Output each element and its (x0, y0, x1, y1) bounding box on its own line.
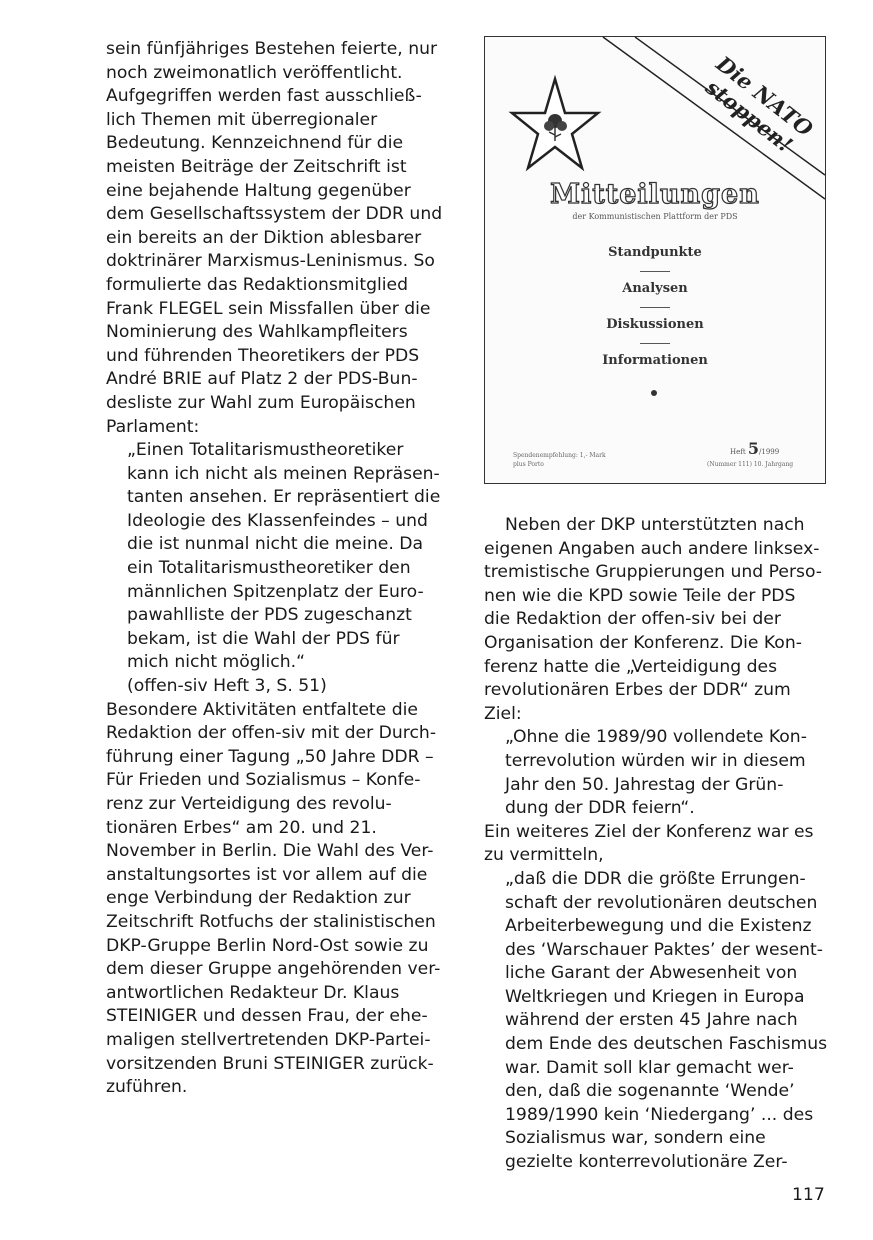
quote-line: dem Ende des deutschen Faschismus (505, 1034, 828, 1055)
text-line: meisten Beiträge der Zeitschrift ist (106, 156, 407, 177)
block-quote-ddr (484, 868, 829, 1175)
cover-issue-prefix: Heft (730, 448, 746, 456)
quote-line: Weltkriegen und Kriegen in Europa (505, 986, 805, 1007)
text-line: zuführen. (106, 1077, 188, 1098)
text-line: enge Verbindung der Redaktion zur (106, 888, 411, 909)
paragraph-goal (484, 821, 829, 868)
cover-title: Mitteilungen (550, 179, 760, 210)
text-line: Neben der DKP unterstützten nach (505, 515, 805, 535)
block-quote-counterrevolution (484, 726, 829, 820)
quote-line: 1989/1990 kein ‘Niedergang’ ... des (505, 1104, 814, 1125)
text-line: Organisation der Konferenz. Die Kon- (484, 632, 802, 653)
cover-price-line: Spendenempfehlung: 1,- Mark (513, 452, 606, 459)
text-line: antwortlichen Redakteur Dr. Klaus (106, 982, 400, 1003)
text-line: Frank FLEGEL sein Missfallen über die (106, 298, 431, 319)
cover-price-line: plus Porto (513, 461, 544, 468)
text-line: tionären Erbes“ am 20. und 21. (106, 817, 377, 838)
text-line: noch zweimonatlich veröffentlicht. (106, 62, 403, 83)
text-line: anstaltungsortes ist vor allem auf die (106, 864, 428, 885)
quote-line: kann ich nicht als meinen Repräsen- (127, 463, 440, 484)
text-line: Besondere Aktivitäten entfaltete die (106, 699, 418, 720)
text-line: Nominierung des Wahlkampfleiters (106, 322, 408, 343)
cover-divider (640, 343, 670, 344)
paragraph-conference (106, 699, 451, 1100)
text-line: ferenz hatte die „Verteidigung des (484, 656, 778, 677)
text-line: revolutionären Erbes der DDR“ zum (484, 680, 791, 701)
cover-issue-number: 5 (747, 439, 760, 458)
text-line: Aufgegriffen werden fast ausschließ- (106, 86, 422, 107)
text-line: eigenen Angaben auch andere linksex- (484, 538, 820, 559)
text-line: Für Frieden und Sozialismus – Konfe- (106, 770, 421, 791)
text-line: nen wie die KPD sowie Teile der PDS (484, 585, 796, 606)
text-line: STEINIGER und dessen Frau, der ehe- (106, 1006, 428, 1027)
quote-line: liche Garant der Abwesenheit von (505, 963, 798, 984)
quote-line: war. Damit soll klar gemacht wer- (505, 1057, 794, 1078)
cover-item-standpunkte: Standpunkte (608, 245, 702, 260)
text-line: dem dieser Gruppe angehörenden ver- (106, 959, 441, 980)
paragraph-intro (106, 38, 451, 439)
cover-item-diskussionen: Diskussionen (606, 317, 704, 332)
quote-line: Sozialismus war, sondern eine (505, 1128, 766, 1149)
right-column (484, 514, 829, 1175)
quote-line: bekam, ist die Wahl der PDS für (127, 628, 400, 649)
cover-issue-detail: (Nummer 111) 10. Jahrgang (707, 461, 794, 468)
quote-line: ein Totalitarismustheoretiker den (127, 558, 411, 579)
block-quote-flegel (106, 439, 451, 699)
text-line: DKP-Gruppe Berlin Nord-Ost sowie zu (106, 935, 429, 956)
quote-line: den, daß die sogenannte ‘Wende’ (505, 1081, 795, 1102)
cover-item-analysen: Analysen (622, 281, 688, 296)
cover-divider (640, 271, 670, 272)
text-line: André BRIE auf Platz 2 der PDS-Bun- (106, 369, 418, 390)
quote-line: männlichen Spitzenplatz der Euro- (127, 581, 424, 602)
text-line: dem Gesellschaftssystem der DDR und (106, 204, 443, 225)
text-line: die Redaktion der offen-siv bei der (484, 609, 781, 630)
text-line: maligen stellvertretenden DKP-Partei- (106, 1029, 431, 1050)
paragraph-supporters (484, 514, 829, 726)
text-line: renz zur Verteidigung des revolu- (106, 794, 392, 814)
left-column (106, 38, 451, 1100)
quote-line: „Einen Totalitarismustheoretiker (127, 440, 404, 461)
text-line: führung einer Tagung „50 Jahre DDR – (106, 746, 434, 767)
text-line: Ziel: (484, 703, 522, 724)
cover-banner-text: Die NATO stoppen! (701, 50, 818, 158)
quote-line: Arbeiterbewegung und die Existenz (505, 916, 812, 937)
text-line: und führenden Theoretikers der PDS (106, 345, 420, 366)
quote-line: die ist nunmal nicht die meine. Da (127, 534, 424, 555)
quote-line: „daß die DDR die größte Errungen- (505, 868, 806, 889)
quote-line: während der ersten 45 Jahre nach (505, 1010, 798, 1031)
magazine-cover-image (484, 36, 826, 484)
quote-line: Ideologie des Klassenfeindes – und (127, 510, 428, 531)
text-line: Parlament: (106, 416, 200, 437)
text-line: Zeitschrift Rotfuchs der stalinistischen (106, 911, 436, 932)
quote-line: tanten ansehen. Er repräsentiert die (127, 487, 441, 508)
text-line: formulierte das Redaktionsmitglied (106, 274, 409, 295)
text-line: Ein weiteres Ziel der Konferenz war es (484, 821, 814, 842)
text-line: eine bejahende Haltung gegenüber (106, 180, 411, 201)
quote-line: „Ohne die 1989/90 vollendete Kon- (505, 727, 807, 748)
text-line: desliste zur Wahl zum Europäischen (106, 392, 416, 413)
text-line: doktrinärer Marxismus-Leninismus. So (106, 251, 435, 272)
cover-price-note (513, 451, 606, 469)
cover-divider (640, 307, 670, 308)
text-line: ein bereits an der Diktion ablesbarer (106, 227, 422, 248)
text-line: Bedeutung. Kennzeichnend für die (106, 133, 404, 154)
cover-item-informationen: Informationen (602, 353, 708, 368)
cover-issue-year: /1999 (759, 448, 780, 456)
cover-bullet (651, 390, 657, 396)
quote-line: Jahr den 50. Jahrestag der Grün- (505, 774, 784, 795)
page-number: 117 (792, 1185, 825, 1205)
text-line: vorsitzenden Bruni STEINIGER zurück- (106, 1053, 434, 1074)
quote-line: des ‘Warschauer Paktes’ der wesent- (505, 939, 823, 960)
text-line: November in Berlin. Die Wahl des Ver- (106, 841, 434, 862)
text-line: tremistische Gruppierungen und Perso- (484, 562, 823, 583)
cover-issue (730, 439, 779, 458)
text-line: zu vermitteln, (484, 845, 604, 866)
quote-line: mich nicht möglich.“ (127, 652, 305, 673)
text-line: Redaktion der offen-siv mit der Durch- (106, 723, 437, 744)
quote-line: gezielte konterrevolutionäre Zer- (505, 1152, 788, 1173)
quote-line: terrevolution würden wir in diesem (505, 750, 806, 771)
quote-line: pawahlliste der PDS zugeschanzt (127, 605, 412, 626)
text-line: sein fünfjähriges Bestehen feierte, nur (106, 39, 438, 59)
text-line: lich Themen mit überregionaler (106, 109, 378, 130)
quote-source: (offen-siv Heft 3, S. 51) (127, 676, 327, 697)
quote-line: dung der DDR feiern“. (505, 798, 695, 819)
quote-line: schaft der revolutionären deutschen (505, 892, 818, 913)
cover-subtitle: der Kommunistischen Plattform der PDS (572, 212, 738, 221)
